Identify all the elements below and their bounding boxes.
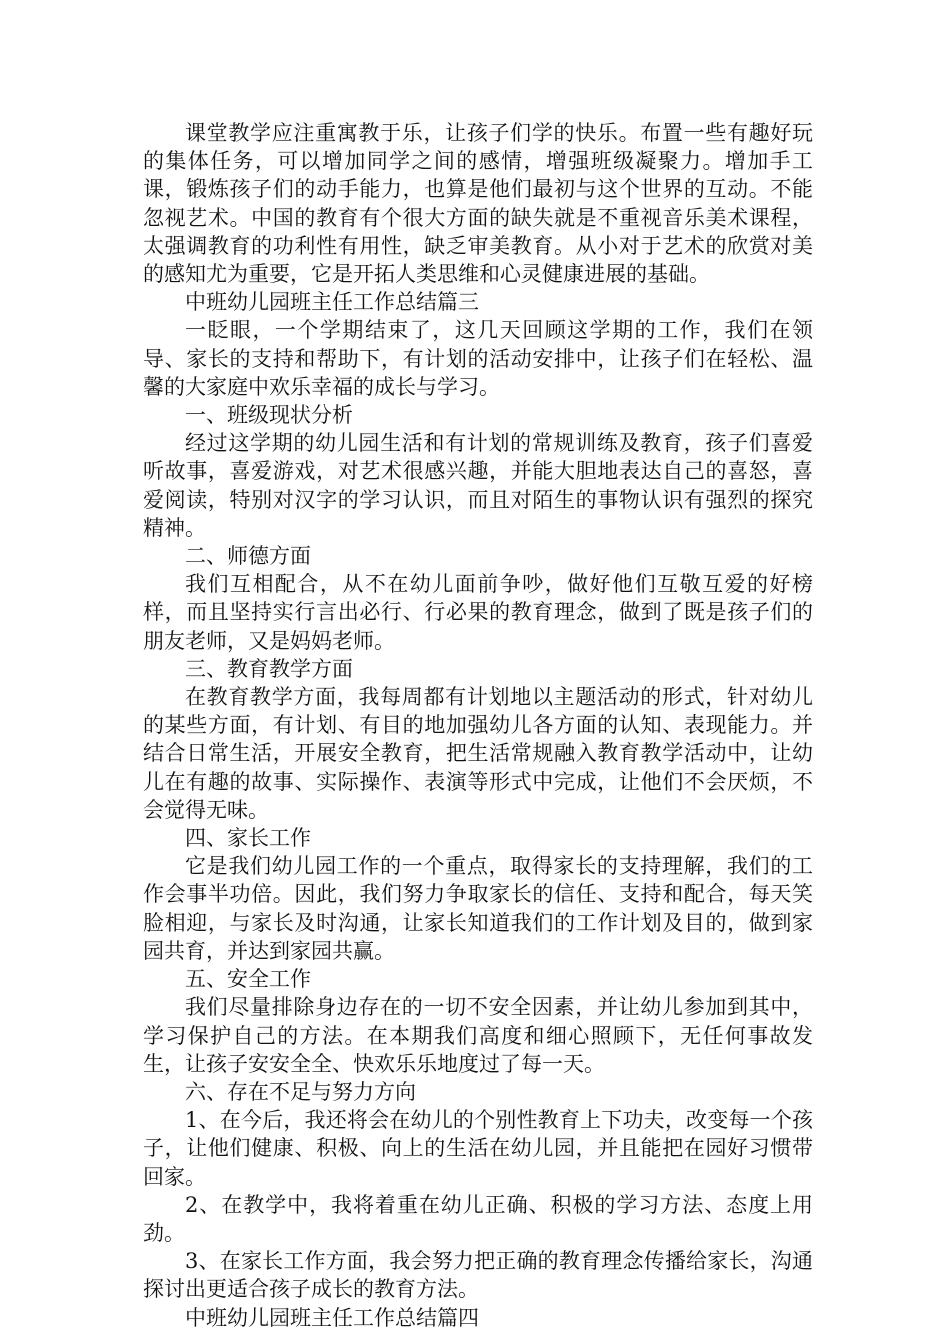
section-title-part4: 中班幼儿园班主任工作总结篇四: [185, 1305, 479, 1330]
heading-class-status: 一、班级现状分析: [185, 403, 353, 428]
paragraph-class-status: 经过这学期的幼儿园生活和有计划的常规训练及教育，孩子们喜爱听故事，喜爱游戏，对艺术很感兴趣，并能大胆地表达自己的喜怒，喜爱阅读，特别对汉字的学习认识，而且对陌生的事物认识有强烈的探究精神。: [143, 431, 813, 540]
paragraph-point-1: 1、在今后，我还将会在幼儿的个别性教育上下功夫，改变每一个孩子，让他们健康、积极、向上的生活在幼儿园，并且能把在园好习惯带回家。: [143, 1108, 813, 1189]
paragraph-point-2: 2、在教学中，我将着重在幼儿正确、积极的学习方法、态度上用劲。: [143, 1192, 813, 1245]
heading-teacher-ethics: 二、师德方面: [185, 544, 311, 569]
heading-shortcomings: 六、存在不足与努力方向: [185, 1079, 416, 1104]
paragraph-teacher-ethics: 我们互相配合，从不在幼儿面前争吵，做好他们互敬互爱的好榜样，而且坚持实行言出必行、行必果的教育理念，做到了既是孩子们的朋友老师，又是妈妈老师。: [143, 572, 813, 653]
heading-teaching: 三、教育教学方面: [185, 656, 353, 681]
document-page: [143, 119, 813, 1332]
paragraph-point-3: 3、在家长工作方面，我会努力把正确的教育理念传播给家长，沟通探讨出更适合孩子成长的教育方法。: [143, 1249, 813, 1302]
heading-safety: 五、安全工作: [185, 967, 311, 992]
section-title-part3: 中班幼儿园班主任工作总结篇三: [185, 290, 479, 315]
paragraph-intro: 课堂教学应注重寓教于乐，让孩子们学的快乐。布置一些有趣好玩的集体任务，可以增加同学之间的感情，增强班级凝聚力。增加手工课，锻炼孩子们的动手能力，也算是他们最初与这个世界的互动。不能忽视艺术。中国的教育有个很大方面的缺失就是不重视音乐美术课程，太强调教育的功利性有用性，缺乏审美教育。从小对于艺术的欣赏对美的感知尤为重要，它是开拓人类思维和心灵健康进展的基础。: [143, 121, 813, 287]
paragraph-teaching: 在教育教学方面，我每周都有计划地以主题活动的形式，针对幼儿的某些方面，有计划、有目的地加强幼儿各方面的认知、表现能力。并结合日常生活，开展安全教育，把生活常规融入教育教学活动中，让幼儿在有趣的故事、实际操作、表演等形式中完成，让他们不会厌烦，不会觉得无味。: [143, 685, 813, 822]
paragraph-opening: 一眨眼，一个学期结束了，这几天回顾这学期的工作，我们在领导、家长的支持和帮助下，有计划的活动安排中，让孩子们在轻松、温馨的大家庭中欢乐幸福的成长与学习。: [143, 318, 813, 399]
paragraph-safety: 我们尽量排除身边存在的一切不安全因素，并让幼儿参加到其中，学习保护自己的方法。在本期我们高度和细心照顾下，无任何事故发生，让孩子安安全全、快欢乐乐地度过了每一天。: [143, 995, 813, 1076]
heading-parent-work: 四、家长工作: [185, 826, 311, 851]
paragraph-parent-work: 它是我们幼儿园工作的一个重点，取得家长的支持理解，我们的工作会事半功倍。因此，我们努力争取家长的信任、支持和配合，每天笑脸相迎，与家长及时沟通，让家长知道我们的工作计划及目的，做到家园共育，并达到家园共赢。: [143, 854, 813, 963]
